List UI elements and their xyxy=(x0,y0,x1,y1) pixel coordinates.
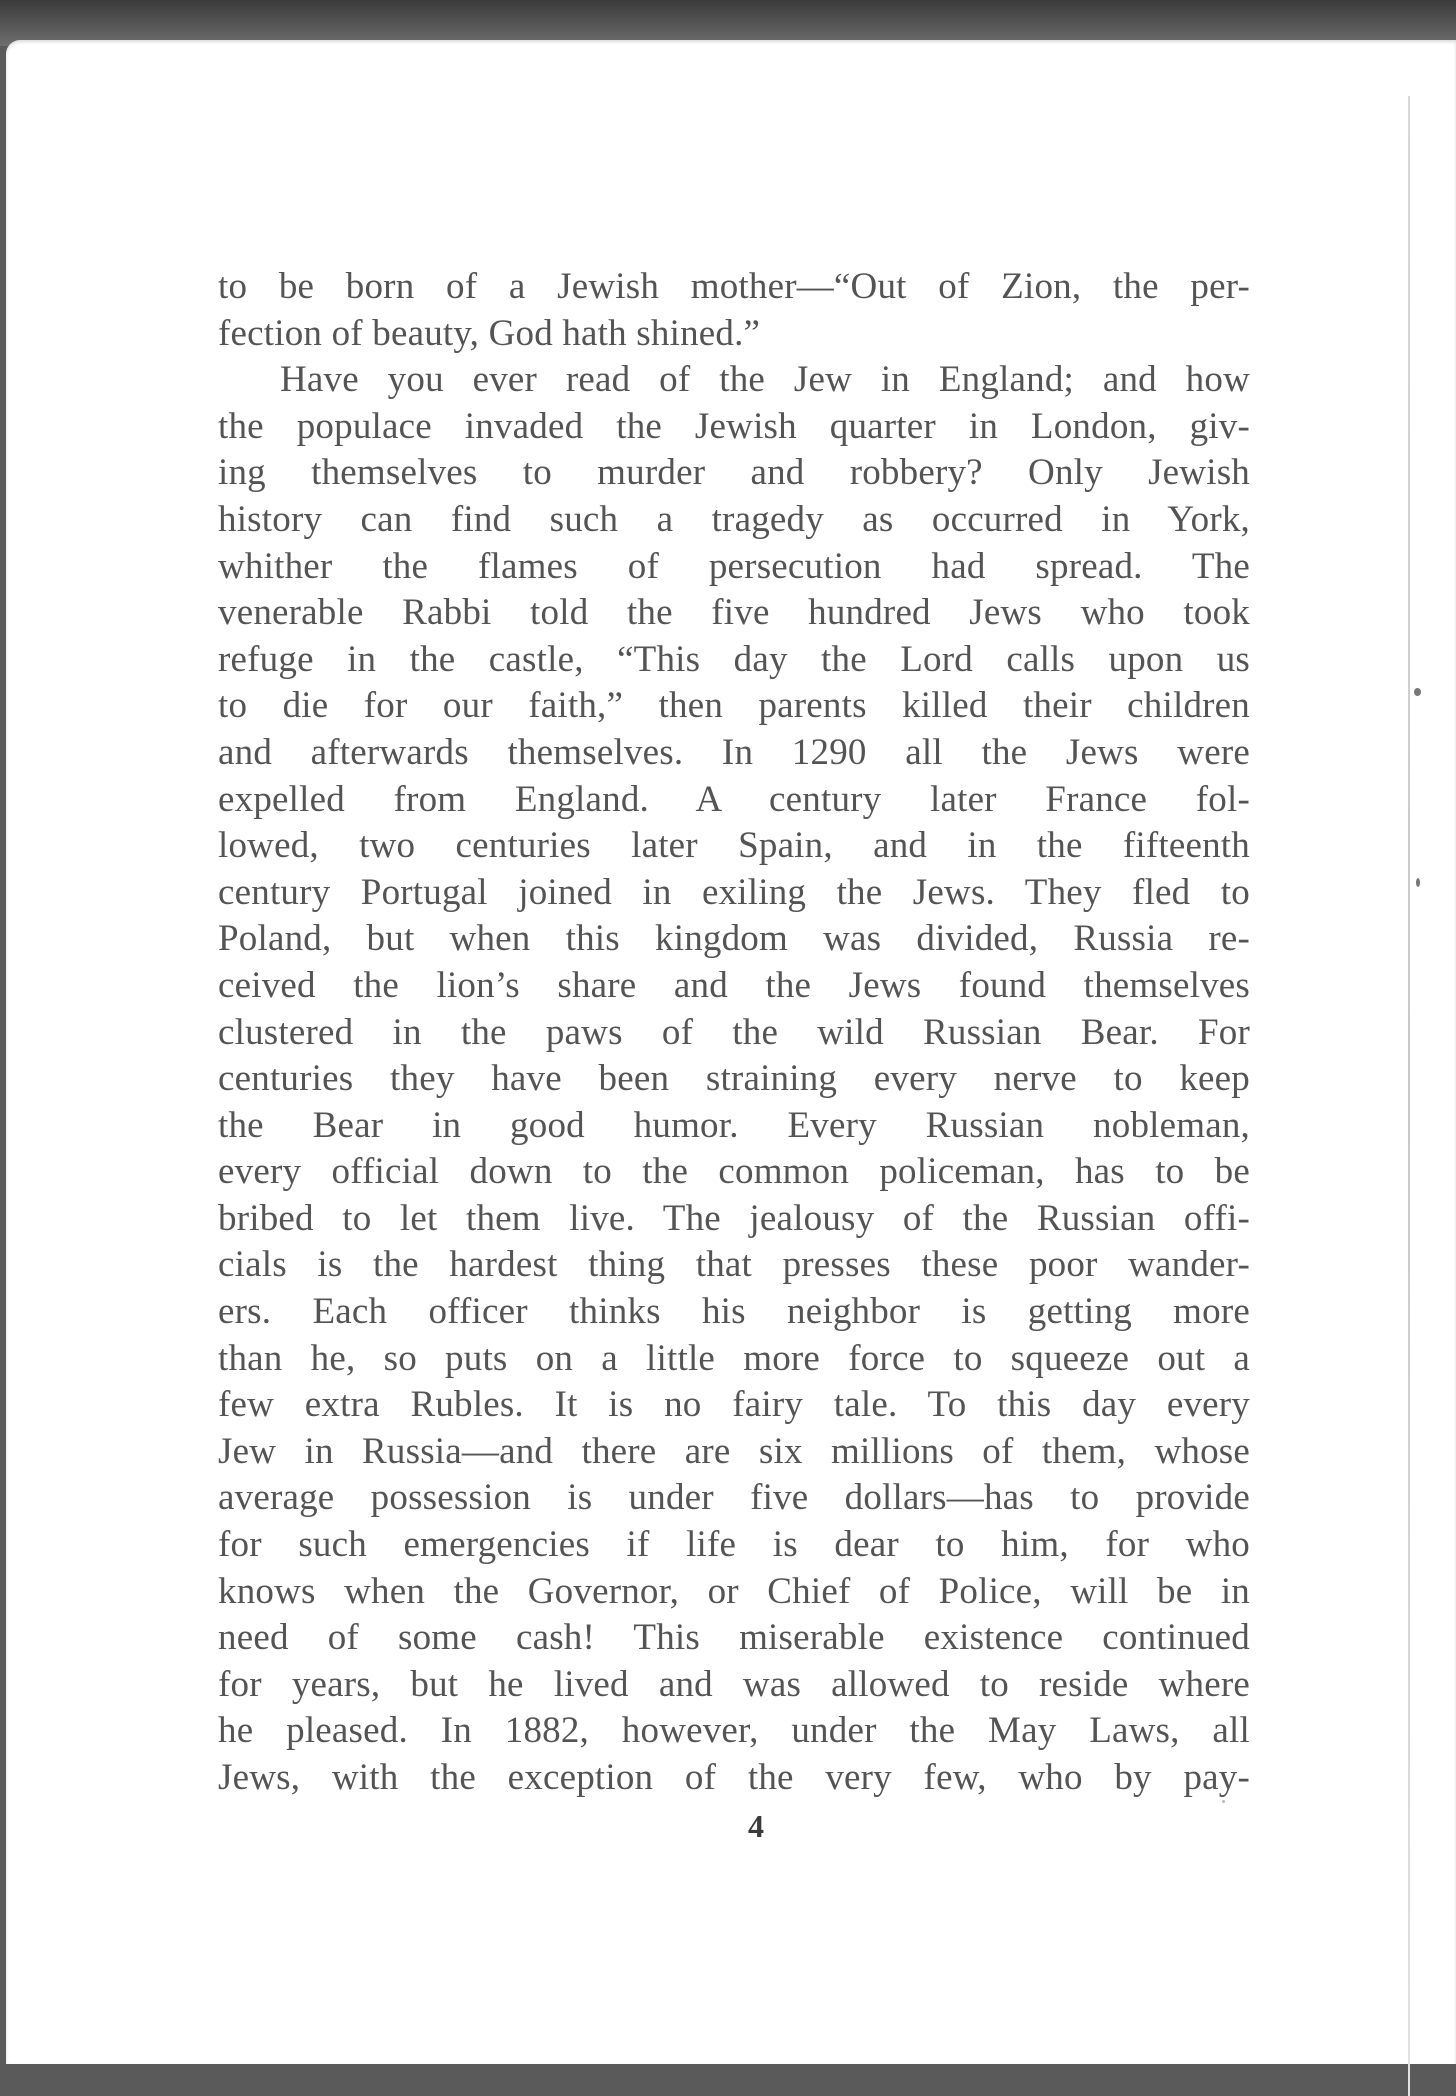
text-line: history can find such a tragedy as occurred in York, xyxy=(218,498,1250,540)
text-line: cials is the hardest thing that presses these poor wander- xyxy=(218,1244,1250,1286)
text-line: to be born of a Jewish mother—“Out of Zion, the per- xyxy=(218,266,1250,307)
text-line: Have you ever read of the Jew in England; and how xyxy=(280,359,1250,401)
text-line: every official down to the common policeman, has to be xyxy=(218,1151,1250,1193)
text-line: whither the flames of persecution had spread. The xyxy=(218,545,1250,587)
text-line: Jews, with the exception of the very few, who by pay- xyxy=(218,1757,1250,1798)
text-line: for such emergencies if life is dear to him, for who xyxy=(218,1524,1250,1566)
text-line: he pleased. In 1882, however, under the May Laws, all xyxy=(218,1710,1250,1752)
text-line: ers. Each officer thinks his neighbor is getting more xyxy=(218,1291,1250,1333)
text-line: lowed, two centuries later Spain, and in the fifteenth xyxy=(218,825,1250,867)
text-line: than he, so puts on a little more force to squeeze out a xyxy=(218,1337,1250,1379)
text-line: Jew in Russia—and there are six millions of them, whose xyxy=(218,1430,1250,1472)
text-line: expelled from England. A century later France fol- xyxy=(218,778,1250,820)
text-line: centuries they have been straining every nerve to keep xyxy=(218,1058,1250,1100)
text-line: few extra Rubles. It is no fairy tale. To this day every xyxy=(218,1384,1250,1426)
next-leaf-edge xyxy=(1408,96,1410,2096)
text-line: clustered in the paws of the wild Russian Bear. For xyxy=(218,1011,1250,1053)
text-line: ceived the lion’s share and the Jews found themselves xyxy=(218,964,1250,1006)
text-line: fection of beauty, God hath shined.” xyxy=(218,312,761,354)
body-text xyxy=(218,264,1250,1802)
text-line: venerable Rabbi told the five hundred Jews who took xyxy=(218,592,1250,634)
text-line: need of some cash! This miserable existence continued xyxy=(218,1617,1250,1659)
text-line: ing themselves to murder and robbery? Only Jewish xyxy=(218,452,1250,494)
text-line: the Bear in good humor. Every Russian nobleman, xyxy=(218,1104,1250,1146)
text-line: for years, but he lived and was allowed to reside where xyxy=(218,1663,1250,1705)
page-number: 4 xyxy=(748,1808,764,1844)
text-line: to die for our faith,” then parents killed their children xyxy=(218,685,1250,727)
text-line: and afterwards themselves. In 1290 all the Jews were xyxy=(218,731,1250,773)
text-line: average possession is under five dollars—has to provide xyxy=(218,1477,1250,1519)
text-line: knows when the Governor, or Chief of Police, will be in xyxy=(218,1570,1250,1612)
text-line: refuge in the castle, “This day the Lord calls upon us xyxy=(218,638,1250,680)
scan-speck xyxy=(1414,688,1421,696)
scan-speck xyxy=(1416,878,1420,887)
text-line: Poland, but when this kingdom was divided, Russia re- xyxy=(218,918,1250,960)
text-line: century Portugal joined in exiling the Jews. They fled to xyxy=(218,871,1250,913)
text-line: bribed to let them live. The jealousy of the Russian offi- xyxy=(218,1197,1250,1239)
text-line: the populace invaded the Jewish quarter in London, giv- xyxy=(218,405,1250,447)
